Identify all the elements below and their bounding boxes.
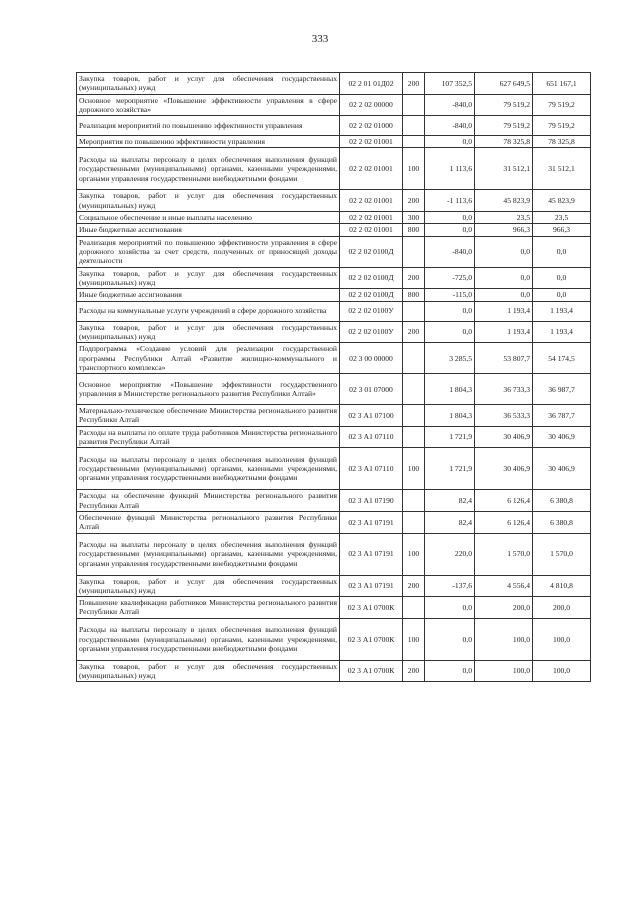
row-amount-change: -725,0	[425, 267, 475, 289]
row-amount-year2: 23,5	[533, 212, 591, 224]
row-target-code: 02 2 02 00000	[340, 94, 403, 116]
row-target-code: 02 2 02 0100Д	[340, 267, 403, 289]
row-amount-year2: 966,3	[533, 224, 591, 236]
row-amount-year1: 1 193,4	[475, 301, 533, 321]
row-amount-year1: 79 519,2	[475, 116, 533, 136]
row-target-code: 02 2 02 0100Д	[340, 289, 403, 301]
row-amount-change: 1 804,3	[425, 405, 475, 427]
row-amount-change: -115,0	[425, 289, 475, 301]
row-amount-change: 3 285,5	[425, 343, 475, 374]
row-description: Закупка товаров, работ и услуг для обеспечения государственных (муниципальных) нужд	[77, 267, 340, 289]
row-description: Иные бюджетные ассигнования	[77, 224, 340, 236]
row-amount-change: 1 804,3	[425, 374, 475, 405]
row-amount-year1: 53 807,7	[475, 343, 533, 374]
row-amount-change: 1 721,9	[425, 426, 475, 448]
row-expense-type	[403, 301, 425, 321]
budget-table-body	[77, 73, 591, 682]
row-amount-year2: 45 823,9	[533, 190, 591, 212]
row-expense-type: 300	[403, 212, 425, 224]
row-amount-year2: 0,0	[533, 267, 591, 289]
row-amount-year2: 4 810,8	[533, 575, 591, 597]
row-description: Расходы на коммунальные услуги учреждений в сфере дорожного хозяйства	[77, 301, 340, 321]
table-row	[77, 575, 591, 597]
row-amount-year2: 36 787,7	[533, 405, 591, 427]
row-target-code: 02 2 02 01001	[340, 136, 403, 148]
row-description: Закупка товаров, работ и услуг для обеспечения государственных (муниципальных) нужд	[77, 190, 340, 212]
row-amount-year1: 78 325,8	[475, 136, 533, 148]
table-row	[77, 73, 591, 95]
row-description: Реализация мероприятий по повышению эффективности управления	[77, 116, 340, 136]
row-description: Реализация мероприятий по повышению эффективности управления в сфере дорожного хозяйства за счет средств, полученных от приносящей доходы деятельности	[77, 236, 340, 267]
row-amount-year1: 1 570,0	[475, 533, 533, 575]
row-expense-type: 200	[403, 267, 425, 289]
row-target-code: 02 2 02 0100У	[340, 321, 403, 343]
table-row	[77, 212, 591, 224]
row-amount-year2: 36 987,7	[533, 374, 591, 405]
table-row	[77, 224, 591, 236]
row-description: Обеспечение функций Министерства регионального развития Республики Алтай	[77, 511, 340, 533]
row-expense-type	[403, 511, 425, 533]
row-target-code: 02 2 02 01001	[340, 190, 403, 212]
row-description: Материально-техническое обеспечение Министерства регионального развития Республики Алтай	[77, 405, 340, 427]
row-amount-change: 0,0	[425, 301, 475, 321]
table-row	[77, 321, 591, 343]
row-amount-year1: 0,0	[475, 236, 533, 267]
row-amount-year1: 100,0	[475, 618, 533, 660]
budget-table	[76, 72, 591, 682]
table-row	[77, 448, 591, 490]
row-amount-change: -840,0	[425, 94, 475, 116]
row-expense-type: 200	[403, 660, 425, 682]
row-expense-type	[403, 374, 425, 405]
table-row	[77, 405, 591, 427]
table-row	[77, 301, 591, 321]
row-expense-type	[403, 426, 425, 448]
row-amount-change: 0,0	[425, 660, 475, 682]
row-description: Подпрограмма «Создание условий для реализации государственной программы Республики Алтай «Развитие жилищно-коммунального и транспортного комплекса»	[77, 343, 340, 374]
row-description: Иные бюджетные ассигнования	[77, 289, 340, 301]
table-row	[77, 148, 591, 190]
row-target-code: 02 3 00 00000	[340, 343, 403, 374]
row-amount-year2: 31 512,1	[533, 148, 591, 190]
row-expense-type: 100	[403, 448, 425, 490]
row-amount-change: 0,0	[425, 212, 475, 224]
row-target-code: 02 3 А1 07190	[340, 490, 403, 512]
table-row	[77, 511, 591, 533]
row-expense-type: 200	[403, 190, 425, 212]
table-row	[77, 343, 591, 374]
row-amount-change: 107 352,5	[425, 73, 475, 95]
row-amount-year1: 627 649,5	[475, 73, 533, 95]
row-description: Расходы на выплаты персоналу в целях обеспечения выполнения функций государственными (муниципальными) органами, казенными учреждениями, органами управления государственными внебюджетными фондами	[77, 148, 340, 190]
row-target-code: 02 3 А1 07110	[340, 448, 403, 490]
row-target-code: 02 2 02 01001	[340, 148, 403, 190]
row-amount-year2: 200,0	[533, 597, 591, 619]
row-amount-change: 82,4	[425, 511, 475, 533]
row-amount-year1: 30 406,9	[475, 448, 533, 490]
row-amount-year2: 30 406,9	[533, 426, 591, 448]
row-expense-type: 200	[403, 321, 425, 343]
row-amount-change: 0,0	[425, 136, 475, 148]
row-expense-type: 100	[403, 533, 425, 575]
row-description: Расходы на выплаты персоналу в целях обеспечения выполнения функций государственными (муниципальными) органами, казенными учреждениями, органами управления государственными внебюджетными фондами	[77, 533, 340, 575]
table-row	[77, 660, 591, 682]
row-amount-change: 1 113,6	[425, 148, 475, 190]
row-amount-change: -840,0	[425, 236, 475, 267]
row-expense-type: 100	[403, 148, 425, 190]
row-target-code: 02 3 А1 07191	[340, 511, 403, 533]
row-amount-year1: 6 126,4	[475, 511, 533, 533]
row-amount-year2: 100,0	[533, 660, 591, 682]
row-amount-year1: 36 733,3	[475, 374, 533, 405]
row-target-code: 02 3 01 07000	[340, 374, 403, 405]
row-amount-year2: 78 325,8	[533, 136, 591, 148]
row-expense-type	[403, 136, 425, 148]
row-description: Расходы на выплаты персоналу в целях обеспечения выполнения функций государственными (муниципальными) органами, казенными учреждениями, органами управления государственными внебюджетными фондами	[77, 448, 340, 490]
row-amount-year1: 966,3	[475, 224, 533, 236]
row-amount-year1: 1 193,4	[475, 321, 533, 343]
row-expense-type	[403, 236, 425, 267]
table-row	[77, 426, 591, 448]
row-amount-year1: 31 512,1	[475, 148, 533, 190]
row-expense-type: 200	[403, 73, 425, 95]
row-target-code: 02 2 02 0100Д	[340, 236, 403, 267]
row-amount-change: -1 113,6	[425, 190, 475, 212]
row-amount-year1: 6 126,4	[475, 490, 533, 512]
table-row	[77, 136, 591, 148]
row-description: Закупка товаров, работ и услуг для обеспечения государственных (муниципальных) нужд	[77, 321, 340, 343]
row-expense-type: 100	[403, 618, 425, 660]
row-description: Закупка товаров, работ и услуг для обеспечения государственных (муниципальных) нужд	[77, 660, 340, 682]
row-target-code: 02 2 02 01000	[340, 116, 403, 136]
table-row	[77, 267, 591, 289]
table-row	[77, 289, 591, 301]
row-target-code: 02 3 А1 07100	[340, 405, 403, 427]
row-amount-year2: 1 570,0	[533, 533, 591, 575]
row-amount-year2: 100,0	[533, 618, 591, 660]
row-description: Повышение квалификации работников Министерства регионального развития Республики Алтай	[77, 597, 340, 619]
row-amount-year1: 30 406,9	[475, 426, 533, 448]
row-amount-year2: 0,0	[533, 289, 591, 301]
row-amount-year1: 45 823,9	[475, 190, 533, 212]
row-amount-year2: 6 380,8	[533, 490, 591, 512]
row-amount-change: 0,0	[425, 224, 475, 236]
page-number: 333	[311, 33, 329, 45]
row-amount-year1: 4 556,4	[475, 575, 533, 597]
row-description: Расходы на обеспечение функций Министерства регионального развития Республики Алтай	[77, 490, 340, 512]
row-amount-change: -840,0	[425, 116, 475, 136]
row-amount-year2: 79 519,2	[533, 116, 591, 136]
row-description: Расходы на выплаты персоналу в целях обеспечения выполнения функций государственными (муниципальными) органами, казенными учреждениями, органами управления государственными внебюджетными фондами	[77, 618, 340, 660]
row-expense-type: 800	[403, 224, 425, 236]
row-expense-type: 200	[403, 575, 425, 597]
row-description: Закупка товаров, работ и услуг для обеспечения государственных (муниципальных) нужд	[77, 73, 340, 95]
row-amount-change: 220,0	[425, 533, 475, 575]
row-amount-change: -137,6	[425, 575, 475, 597]
table-row	[77, 374, 591, 405]
row-expense-type	[403, 597, 425, 619]
row-amount-year2: 1 193,4	[533, 301, 591, 321]
row-amount-year1: 79 519,2	[475, 94, 533, 116]
table-row	[77, 236, 591, 267]
table-row	[77, 190, 591, 212]
row-expense-type	[403, 94, 425, 116]
row-amount-year2: 54 174,5	[533, 343, 591, 374]
table-row	[77, 94, 591, 116]
row-amount-change: 0,0	[425, 321, 475, 343]
row-amount-change: 0,0	[425, 618, 475, 660]
row-target-code: 02 3 А1 0700К	[340, 597, 403, 619]
table-row	[77, 618, 591, 660]
row-target-code: 02 3 А1 0700К	[340, 618, 403, 660]
row-amount-change: 1 721,9	[425, 448, 475, 490]
row-expense-type	[403, 343, 425, 374]
row-amount-change: 82,4	[425, 490, 475, 512]
row-description: Закупка товаров, работ и услуг для обеспечения государственных (муниципальных) нужд	[77, 575, 340, 597]
row-target-code: 02 2 02 01001	[340, 224, 403, 236]
row-amount-year2: 1 193,4	[533, 321, 591, 343]
table-row	[77, 597, 591, 619]
row-amount-year2: 79 519,2	[533, 94, 591, 116]
row-amount-year1: 0,0	[475, 289, 533, 301]
row-target-code: 02 3 А1 07191	[340, 533, 403, 575]
row-description: Мероприятия по повышению эффективности управления	[77, 136, 340, 148]
row-amount-year2: 651 167,1	[533, 73, 591, 95]
row-description: Основное мероприятие «Повышение эффективности управления в сфере дорожного хозяйства»	[77, 94, 340, 116]
row-amount-year1: 23,5	[475, 212, 533, 224]
row-amount-year2: 0,0	[533, 236, 591, 267]
row-target-code: 02 3 А1 07191	[340, 575, 403, 597]
row-description: Социальное обеспечение и иные выплаты населению	[77, 212, 340, 224]
row-expense-type	[403, 405, 425, 427]
table-row	[77, 533, 591, 575]
row-amount-year1: 36 533,3	[475, 405, 533, 427]
row-target-code: 02 2 01 01Д02	[340, 73, 403, 95]
row-expense-type	[403, 116, 425, 136]
row-amount-year1: 100,0	[475, 660, 533, 682]
row-target-code: 02 3 А1 0700К	[340, 660, 403, 682]
row-target-code: 02 2 02 01001	[340, 212, 403, 224]
row-expense-type	[403, 490, 425, 512]
row-amount-year2: 6 380,8	[533, 511, 591, 533]
row-amount-year2: 30 406,9	[533, 448, 591, 490]
row-description: Расходы на выплаты по оплате труда работников Министерства регионального развития Республики Алтай	[77, 426, 340, 448]
row-amount-change: 0,0	[425, 597, 475, 619]
table-row	[77, 116, 591, 136]
row-expense-type: 800	[403, 289, 425, 301]
row-description: Основное мероприятие «Повышение эффективности государственного управления в Министерстве регионального развития Республики Алтай»	[77, 374, 340, 405]
table-row	[77, 490, 591, 512]
row-target-code: 02 3 А1 07110	[340, 426, 403, 448]
row-amount-year1: 200,0	[475, 597, 533, 619]
row-target-code: 02 2 02 0100У	[340, 301, 403, 321]
row-amount-year1: 0,0	[475, 267, 533, 289]
